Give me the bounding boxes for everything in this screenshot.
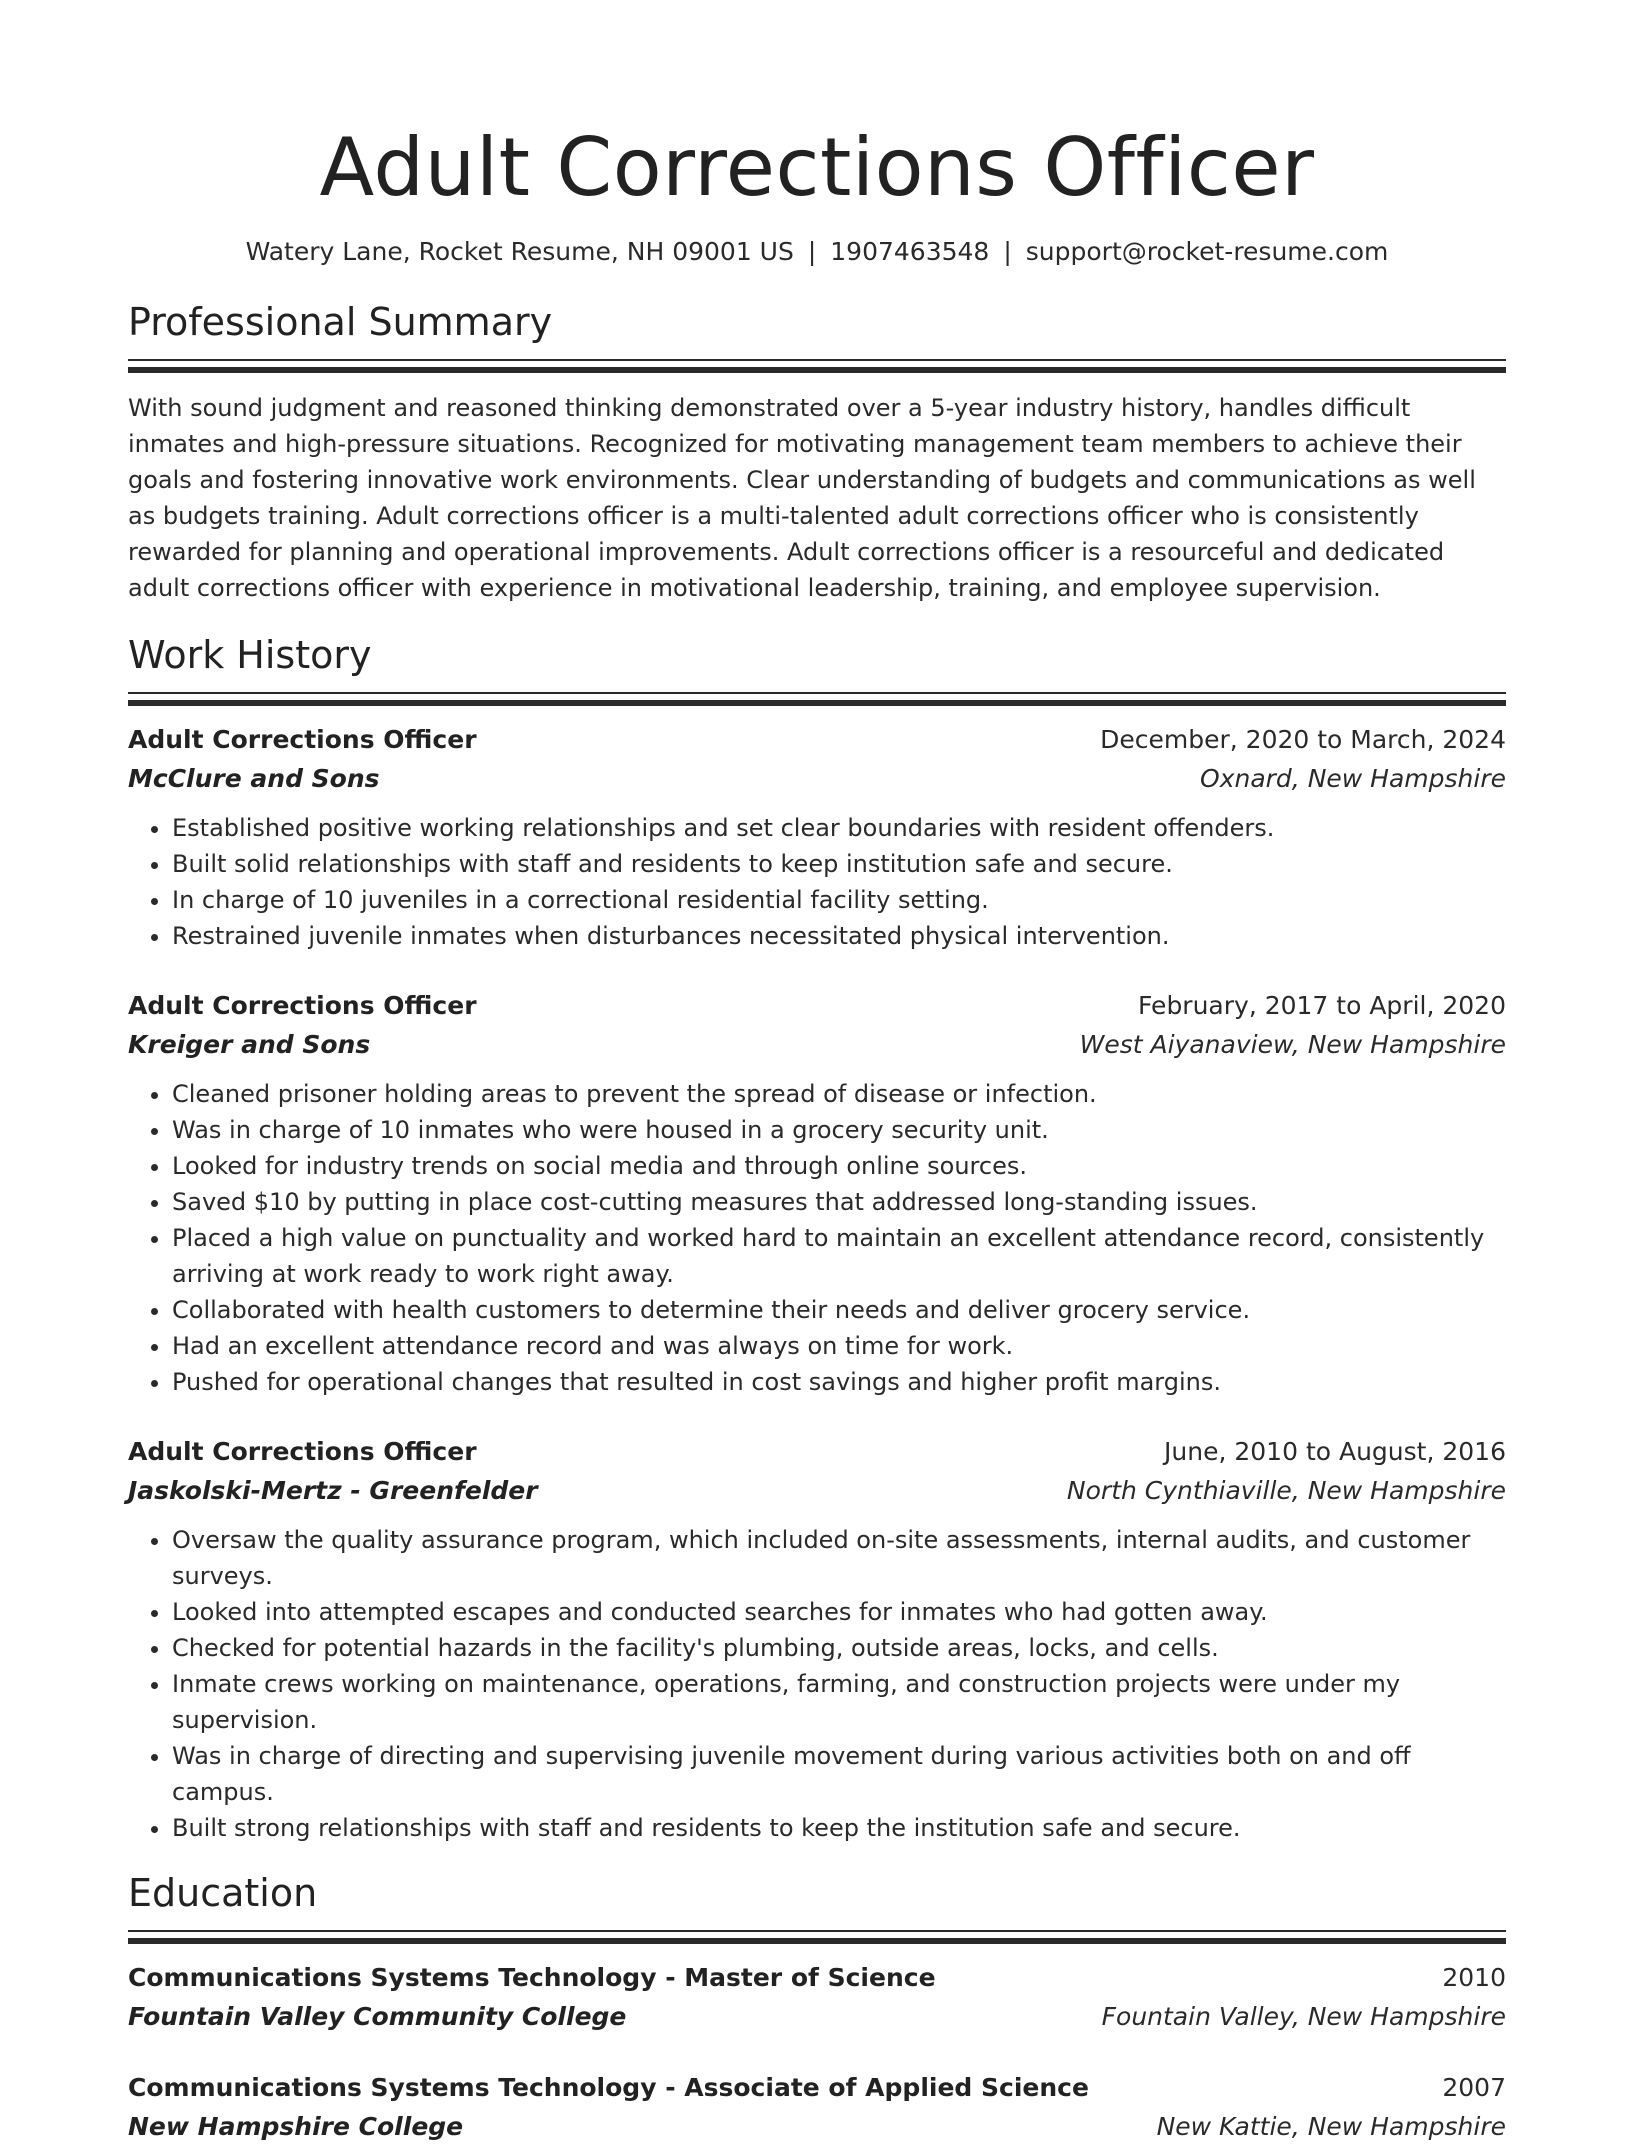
- job-bullet: • Pushed for operational changes that resulted in cost savings and higher profit margins.: [172, 1364, 1506, 1400]
- education-degree: Communications Systems Technology - Master of Science: [128, 1963, 936, 1992]
- contact-phone: 1907463548: [830, 237, 990, 266]
- section-divider-thin: [128, 1930, 1506, 1932]
- job-bullet: • Was in charge of directing and supervising juvenile movement during various activities both on and off campus.: [172, 1738, 1506, 1810]
- contact-separator: |: [1003, 237, 1012, 266]
- education-year: 2010: [1442, 1963, 1506, 1992]
- education-degree: Communications Systems Technology - Associate of Applied Science: [128, 2073, 1089, 2102]
- job-bullet-list: [128, 1076, 1506, 1400]
- job-location: Oxnard, New Hampshire: [1200, 764, 1506, 793]
- job-bullet-list: [128, 810, 1506, 954]
- job-bullet: • Saved $10 by putting in place cost-cutting measures that addressed long-standing issues.: [172, 1184, 1506, 1220]
- job-bullet: • Had an excellent attendance record and was always on time for work.: [172, 1328, 1506, 1364]
- section-heading-work-history: Work History: [128, 633, 372, 677]
- job-bullet: • Established positive working relationships and set clear boundaries with resident offenders.: [172, 810, 1506, 846]
- job-header-row: [128, 986, 1506, 1026]
- job-bullet: • Cleaned prisoner holding areas to prevent the spread of disease or infection.: [172, 1076, 1506, 1112]
- contact-separator: |: [807, 237, 817, 266]
- section-divider-thick: [128, 1938, 1506, 1944]
- contact-line: [128, 235, 1506, 269]
- summary-text: With sound judgment and reasoned thinking demonstrated over a 5-year industry history, handles difficult inmates and high-pressure situations. Recognized for motivating management team members to achieve their goals and fostering innovative work environments. Clear understanding of budgets and communications as well as budgets training. Adult corrections officer is a multi-talented adult corrections officer who is consistently rewarded for planning and operational improvements. Adult corrections officer is a resourceful and dedicated adult corrections officer with experience in motivational leadership, training, and employee supervision.: [128, 394, 1476, 602]
- job-dates: December, 2020 to March, 2024: [1100, 725, 1506, 754]
- education-location: Fountain Valley, New Hampshire: [1101, 2002, 1506, 2031]
- education-school-row: [128, 1998, 1506, 2036]
- job-bullet: • Built strong relationships with staff and residents to keep the institution safe and secure.: [172, 1810, 1506, 1846]
- job-entry: [128, 1432, 1506, 1846]
- job-bullet: • Built solid relationships with staff and residents to keep institution safe and secure.: [172, 846, 1506, 882]
- job-dates: February, 2017 to April, 2020: [1138, 991, 1506, 1020]
- job-company: McClure and Sons: [128, 764, 380, 793]
- summary-section: [128, 299, 1506, 606]
- resume-page: [128, 0, 1506, 2146]
- job-company: Jaskolski-Mertz - Greenfelder: [128, 1476, 538, 1505]
- section-divider-thin: [128, 692, 1506, 694]
- job-title: Adult Corrections Officer: [128, 1437, 477, 1466]
- job-title: Adult Corrections Officer: [128, 725, 477, 754]
- section-divider-thick: [128, 367, 1506, 373]
- job-bullet: • Collaborated with health customers to determine their needs and deliver grocery service.: [172, 1292, 1506, 1328]
- section-heading-education: Education: [128, 1871, 318, 1915]
- job-bullet: • Checked for potential hazards in the facility's plumbing, outside areas, locks, and cells.: [172, 1630, 1506, 1666]
- job-company-row: [128, 1026, 1506, 1064]
- job-bullet: • Oversaw the quality assurance program, which included on-site assessments, internal audits, and customer surveys.: [172, 1522, 1506, 1594]
- job-header-row: [128, 1432, 1506, 1472]
- job-bullet: • Looked for industry trends on social media and through online sources.: [172, 1148, 1506, 1184]
- job-company-row: [128, 1472, 1506, 1510]
- job-bullet: • Placed a high value on punctuality and worked hard to maintain an excellent attendance record, consistently arriving at work ready to work right away.: [172, 1220, 1506, 1292]
- contact-email[interactable]: support@rocket-resume.com: [1025, 237, 1389, 266]
- job-header-row: [128, 720, 1506, 760]
- education-school-row: [128, 2108, 1506, 2146]
- section-divider-thin: [128, 359, 1506, 361]
- education-header-row: [128, 2068, 1506, 2108]
- job-title: Adult Corrections Officer: [128, 991, 477, 1020]
- section-divider-thick: [128, 700, 1506, 706]
- job-entry: [128, 720, 1506, 954]
- education-entry: [128, 1958, 1506, 2036]
- resume-title: Adult Corrections Officer: [319, 121, 1315, 214]
- job-bullet: • Was in charge of 10 inmates who were housed in a grocery security unit.: [172, 1112, 1506, 1148]
- job-bullet: • Inmate crews working on maintenance, operations, farming, and construction projects were under my supervision.: [172, 1666, 1506, 1738]
- job-bullet: • Looked into attempted escapes and conducted searches for inmates who had gotten away.: [172, 1594, 1506, 1630]
- job-company: Kreiger and Sons: [128, 1030, 371, 1059]
- education-location: New Kattie, New Hampshire: [1156, 2112, 1506, 2141]
- section-heading-summary: Professional Summary: [128, 300, 553, 344]
- education-school: New Hampshire College: [128, 2112, 464, 2141]
- job-company-row: [128, 760, 1506, 798]
- job-bullet: • Restrained juvenile inmates when disturbances necessitated physical intervention.: [172, 918, 1506, 954]
- job-location: North Cynthiaville, New Hampshire: [1066, 1476, 1506, 1505]
- job-location: West Aiyanaview, New Hampshire: [1079, 1030, 1506, 1059]
- education-section: [128, 1870, 1506, 2146]
- work-history-section: [128, 632, 1506, 1846]
- job-bullet-list: [128, 1522, 1506, 1846]
- education-entry: [128, 2068, 1506, 2146]
- education-year: 2007: [1442, 2073, 1506, 2102]
- education-header-row: [128, 1958, 1506, 1998]
- job-entry: [128, 986, 1506, 1400]
- education-school: Fountain Valley Community College: [128, 2002, 627, 2031]
- contact-address: Watery Lane, Rocket Resume, NH 09001 US: [245, 237, 794, 266]
- job-bullet: • In charge of 10 juveniles in a correctional residential facility setting.: [172, 882, 1506, 918]
- job-dates: June, 2010 to August, 2016: [1164, 1437, 1506, 1466]
